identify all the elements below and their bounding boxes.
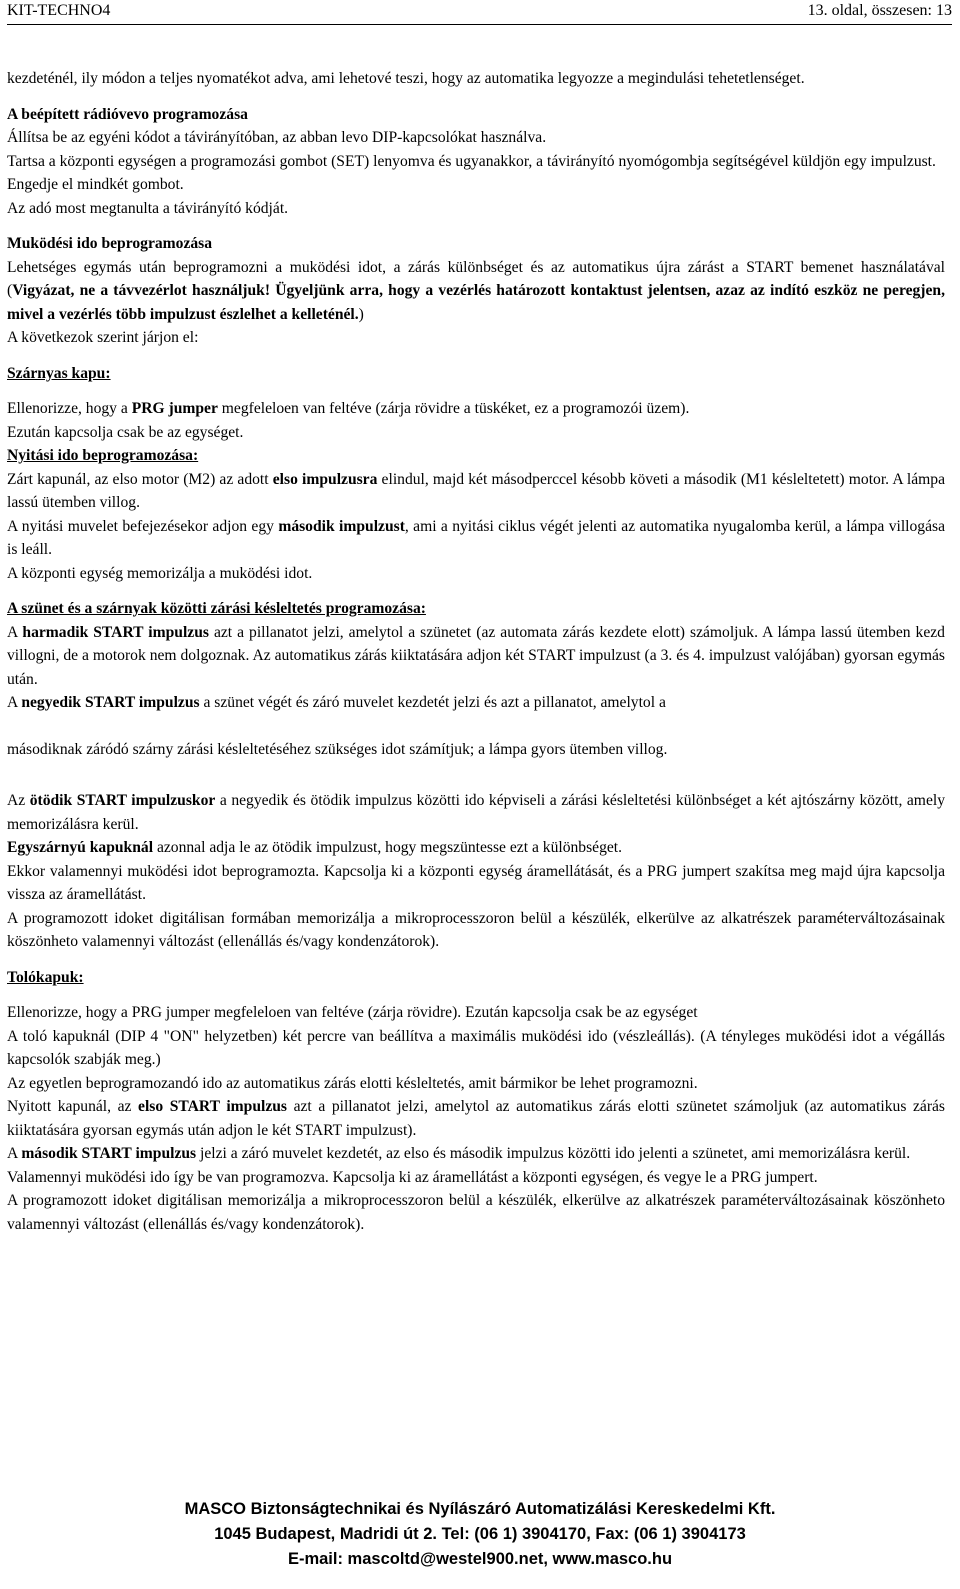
swing-p7-b: negyedik START impulzus (21, 694, 200, 711)
swing-p9 (7, 789, 945, 836)
swing-p11: Ekkor valamennyi muködési idot beprogramozta. Kapcsolja ki a központi egység áramellátását, és a PRG jumpert szakítsa meg majd újra kapcsolja vissza az áramellátást. (7, 862, 945, 903)
swing-p9-a: Az (7, 792, 30, 809)
worktime-warning: Vigyázat, ne a távvezérlot használjuk! Ügyeljünk arra, hogy a vezérlés határozott kontaktust jelentsen, azaz az indító eszköz ne peregjen, mivel a vezérlés több impulzust észlelhet a kelleténél. (7, 282, 945, 323)
swing-p12: A programozott idoket digitálisan formában memorizálja a mikroprocesszoron belül a készülék, elkerülve az alkatrészek paraméterváltozásainak köszönheto valamennyi változást (ellenállás és/vagy kondenzátorok). (7, 909, 945, 950)
radio-line-2: Tartsa a központi egységen a programozási gombot (SET) lenyomva és ugyanakkor, a távirányító nyomógombja segítségével küldjön egy impulzust. (7, 152, 936, 170)
swing-p6-b: harmadik START impulzus (22, 623, 209, 641)
swing-p9-b: ötödik START impulzuskor (29, 792, 216, 809)
sliding-p4-b: elso START impulzus (138, 1098, 287, 1115)
worktime-text: Lehetséges egymás után beprogramozni a muködési idot, a zárás különbséget és az automatikus újra zárást a START bemenet használatával ( (7, 258, 945, 299)
header-divider (7, 24, 952, 25)
footer-company-name: MASCO Biztonságtechnikai és Nyílászáró Automatizálási Kereskedelmi Kft. (184, 1500, 776, 1518)
sliding-p5-a: A (7, 1145, 22, 1162)
header-page-counter: 13. oldal, összesen: 13 (807, 2, 952, 19)
sliding-p1: Ellenorizze, hogy a PRG jumper megfeleloen van feltéve (zárja rövidre). Ezután kapcsolja csak be az egységet (7, 1004, 698, 1021)
intro-paragraph: kezdeténél, ily módon a teljes nyomatékot adva, ami lehetové teszi, hogy az automatika legyozze a megindulási tehetetlenséget. (7, 70, 805, 87)
swing-p1-a: Ellenorizze, hogy a (7, 400, 132, 417)
sliding-p4-c: azt a pillanatot jelzi, amelytol az automatikus zárás elotti szünetet számoljuk (az automatikus zárás kiiktatására gyorsan egymás után adjon le két START impulzust). (7, 1098, 946, 1139)
swing-p7-c: a szünet végét és záró muvelet kezdetét jelzi és azt a pillanatot, amelytol a (199, 694, 666, 711)
swing-p2: Ezután kapcsolja csak be az egységet. (7, 423, 244, 441)
footer-address-phone: 1045 Budapest, Madridi út 2. Tel: (06 1) 3904170, Fax: (06 1) 3904173 (214, 1525, 746, 1543)
company-footer (0, 1497, 960, 1572)
radio-line-3: Engedje el mindkét gombot. (7, 176, 184, 193)
swing-p3-b: elso impulzusra (272, 470, 378, 488)
swing-p6 (7, 621, 945, 692)
sliding-p5 (7, 1142, 945, 1166)
swing-open-title: Nyitási ido beprogramozása: (7, 447, 199, 464)
swing-p5: A központi egység memorizálja a muködési idot. (7, 564, 313, 582)
swing-p1-c: megfeleloen van feltéve (zárja rövidre a tüskéket, ez a programozói üzem). (217, 400, 690, 417)
sliding-p5-b: második START impulzus (21, 1145, 197, 1162)
radio-line-1: Állítsa be az egyéni kódot a távirányítóban, az abban levo DIP-kapcsolókat használva. (7, 129, 547, 146)
swing-p4-c: , ami a nyitási ciklus végét jelenti az automatika nyugalomba kerül, a lámpa villogása is leáll. (7, 517, 945, 558)
sliding-p5-c: jelzi a záró muvelet kezdetét, az elso és második impulzus közötti ido jelenti a szünetet, ami memorizálásra kerül. (196, 1145, 911, 1162)
radio-section-title: A beépített rádióvevo programozása (7, 105, 248, 123)
swing-p6-a: A (7, 623, 23, 641)
header-doc-code: KIT-TECHNO4 (7, 2, 111, 19)
page-header (7, 2, 952, 24)
swing-p3-a: Zárt kapunál, az elso motor (M2) az adott (7, 470, 273, 488)
swing-p6-c: azt a pillanatot jelzi, amelytol a szünetet (az automata zárás kezdete elott) számoljuk. A lámpa lassú ütemben kezd villogni, de a motorok nem dolgoznak. Az automatikus zárás kiiktatására adjon két START impulzust (a 3. és 4. impulzust valójában) gyorsan egymás után. (7, 623, 945, 688)
swing-p1-b: PRG jumper (131, 400, 218, 417)
worktime-paragraph (7, 256, 945, 327)
footer-email-web: E-mail: mascoltd@westel900.net, www.masco.hu (287, 1550, 673, 1568)
sliding-p6: Valamennyi muködési ido így be van programozva. Kapcsolja ki az áramellátást a központi egységen, és vegye le a PRG jumpert. (7, 1168, 818, 1186)
swing-p4 (7, 515, 945, 562)
sliding-section-title: Tolókapuk: (7, 968, 84, 986)
swing-p7 (7, 691, 945, 715)
swing-p10 (7, 836, 945, 860)
worktime-section-title: Muködési ido beprogramozása (7, 235, 213, 252)
sliding-p2: A toló kapuknál (DIP 4 "ON" helyzetben) két percre van beállítva a maximális muködési ido (vészleállás). (A tényleges muködési idot a végállás kapcsolók szabják meg.) (7, 1027, 945, 1068)
swing-p7-a: A (7, 694, 22, 711)
worktime-follow: A következok szerint járjon el: (7, 329, 199, 346)
worktime-text-end: ) (358, 305, 364, 323)
swing-p3-c: elindul, majd két másodperccel késobb követi a második (M1 késleltetett) motor. A lámpa lassú ütemben villog. (7, 470, 945, 511)
sliding-p4-a: Nyitott kapunál, az (7, 1098, 139, 1115)
swing-p4-b: második impulzust (278, 517, 405, 535)
document-body (7, 67, 945, 1236)
sliding-p4 (7, 1095, 945, 1142)
swing-p8: másodiknak záródó szárny zárási késleltetéséhez szükséges idot számítjuk; a lámpa gyors ütemben villog. (7, 740, 668, 758)
swing-p4-a: A nyitási muvelet befejezésekor adjon egy (7, 517, 279, 535)
radio-line-4: Az adó most megtanulta a távirányító kódját. (7, 199, 289, 217)
swing-p10-c: azonnal adja le az ötödik impulzust, hogy megszüntesse ezt a különbséget. (153, 839, 623, 856)
swing-section-title: Szárnyas kapu: (7, 364, 111, 382)
sliding-p3: Az egyetlen beprogramozandó ido az automatikus zárás elotti késleltetés, amit bármikor be lehet programozni. (7, 1074, 698, 1092)
swing-p10-b: Egyszárnyú kapuknál (7, 839, 154, 856)
swing-p9-c: a negyedik és ötödik impulzus közötti ido képviseli a zárási késleltetési különbséget a két ajtószárny között, amely memorizálásra kerül. (7, 792, 945, 833)
sliding-p7: A programozott idoket digitálisan memorizálja a mikroprocesszoron belül a készülék, elkerülve az alkatrészek paraméterváltozásainak köszönheto valamennyi változást (ellenállás és/vagy kondenzátorok). (7, 1192, 945, 1233)
swing-pause-title: A szünet és a szárnyak közötti zárási késleltetés programozása: (7, 600, 426, 617)
swing-p1 (7, 397, 945, 421)
swing-p3 (7, 468, 945, 515)
